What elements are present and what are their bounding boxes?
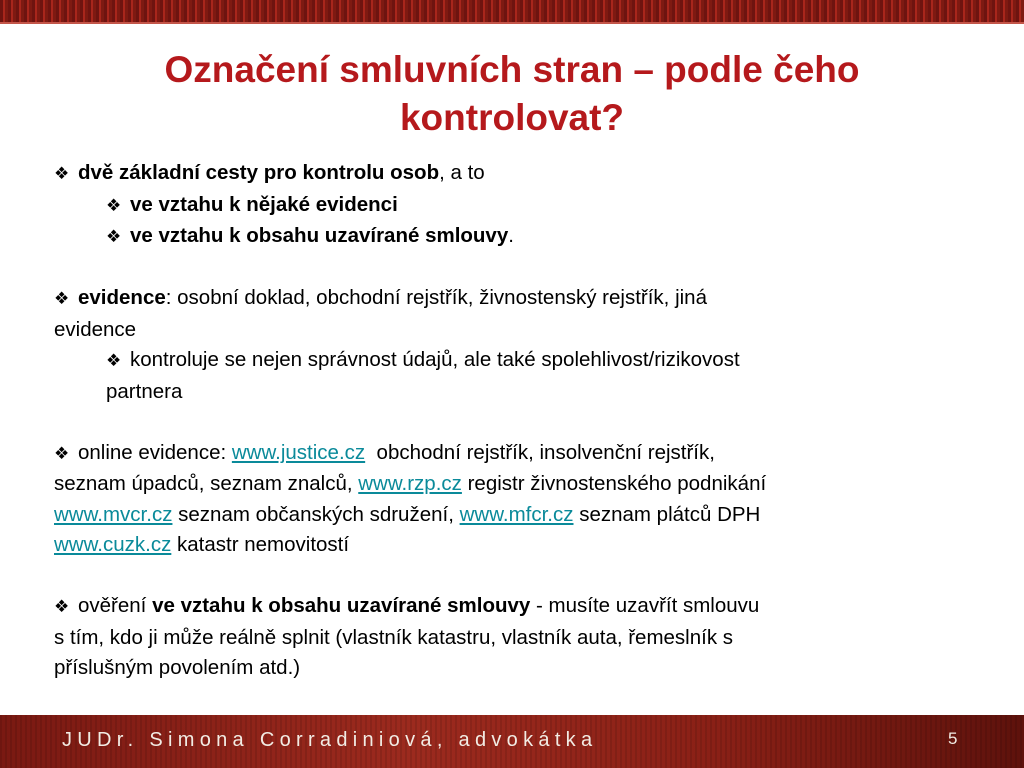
bullet-1-sub-2-end: .	[508, 224, 514, 247]
diamond-bullet-icon: ❖	[54, 443, 70, 463]
spacer	[54, 407, 974, 438]
bullet-3-line-3	[54, 500, 974, 531]
bullet-2-bold: evidence	[78, 286, 166, 309]
bullet-1-sub-1	[54, 190, 974, 222]
spacer	[54, 253, 974, 284]
bullet-4-bold: ve vztahu k obsahu uzavírané smlouvy	[152, 594, 531, 617]
bullet-3-text-4: seznam občanských sdružení,	[172, 502, 460, 526]
bullet-4-line-2: s tím, kdo ji může reálně splnit (vlastník katastru, vlastník auta, řemeslník s	[54, 625, 734, 649]
footer-author: JUDr. Simona Corradiniová, advokátka	[62, 729, 598, 751]
diamond-bullet-icon: ❖	[54, 289, 70, 308]
bullet-1	[54, 158, 974, 190]
bullet-2-line-2: evidence	[54, 317, 137, 341]
bullet-3-text-6: katastr nemovitostí	[171, 533, 350, 556]
cuzk-link[interactable]: www.cuzk.cz	[54, 533, 172, 556]
bullet-1-rest: , a to	[439, 161, 485, 184]
bullet-3-text-5: seznam plátců DPH	[573, 502, 761, 526]
bullet-1-sub-2	[54, 221, 974, 253]
diamond-bullet-icon: ❖	[54, 164, 70, 183]
bullet-3	[54, 438, 974, 470]
mfcr-link[interactable]: www.mfcr.cz	[459, 502, 574, 526]
title-line-1: Označení smluvních stran – podle čeho	[164, 49, 860, 90]
title-line-2: kontrolovat?	[399, 97, 625, 138]
bullet-2-sub-1	[54, 345, 974, 377]
footer-band	[0, 715, 1024, 768]
bullet-3-prefix: online evidence:	[78, 440, 232, 464]
bullet-2-sub-1-line-2: partnera	[106, 379, 183, 403]
page-number: 5	[948, 729, 958, 748]
bullet-1-bold: dvě základní cesty pro kontrolu osob	[78, 161, 440, 184]
bullet-4-prefix: ověření	[78, 594, 153, 617]
justice-link[interactable]: www.justice.cz	[231, 440, 366, 464]
slide-title	[60, 46, 964, 142]
diamond-bullet-icon: ❖	[54, 597, 70, 616]
bullet-3-line-4	[54, 530, 974, 561]
bullet-1-sub-1-text: ve vztahu k nějaké evidenci	[130, 192, 398, 216]
diamond-bullet-icon: ❖	[106, 227, 122, 246]
top-decorative-band	[0, 0, 1024, 22]
mvcr-link[interactable]: www.mvcr.cz	[54, 502, 173, 526]
slide-body	[54, 158, 974, 684]
bullet-3-text-3: registr živnostenského podnikání	[461, 472, 767, 495]
bullet-1-sub-2-text: ve vztahu k obsahu uzavírané smlouvy	[130, 224, 509, 247]
bullet-2	[54, 283, 974, 315]
diamond-bullet-icon: ❖	[106, 195, 122, 215]
bullet-2-sub-1-text: kontroluje se nejen správnost údajů, ale také spolehlivost/rizikovost	[130, 348, 740, 371]
bullet-4-rest: - musíte uzavřít smlouvu	[530, 594, 760, 617]
bullet-2-rest: : osobní doklad, obchodní rejstřík, živnostenský rejstřík, jiná	[165, 286, 707, 309]
bullet-3-text-1: obchodní rejstřík, insolvenční rejstřík,	[365, 440, 715, 464]
rzp-link[interactable]: www.rzp.cz	[358, 472, 462, 495]
diamond-bullet-icon: ❖	[106, 351, 122, 370]
bullet-3-text-2: seznam úpadců, seznam znalců,	[54, 472, 359, 495]
bullet-3-line-2	[54, 469, 974, 500]
top-divider-line	[0, 22, 1024, 24]
bullet-4	[54, 591, 974, 623]
spacer	[54, 561, 974, 592]
bullet-4-line-3: příslušným povolením atd.)	[54, 656, 301, 679]
